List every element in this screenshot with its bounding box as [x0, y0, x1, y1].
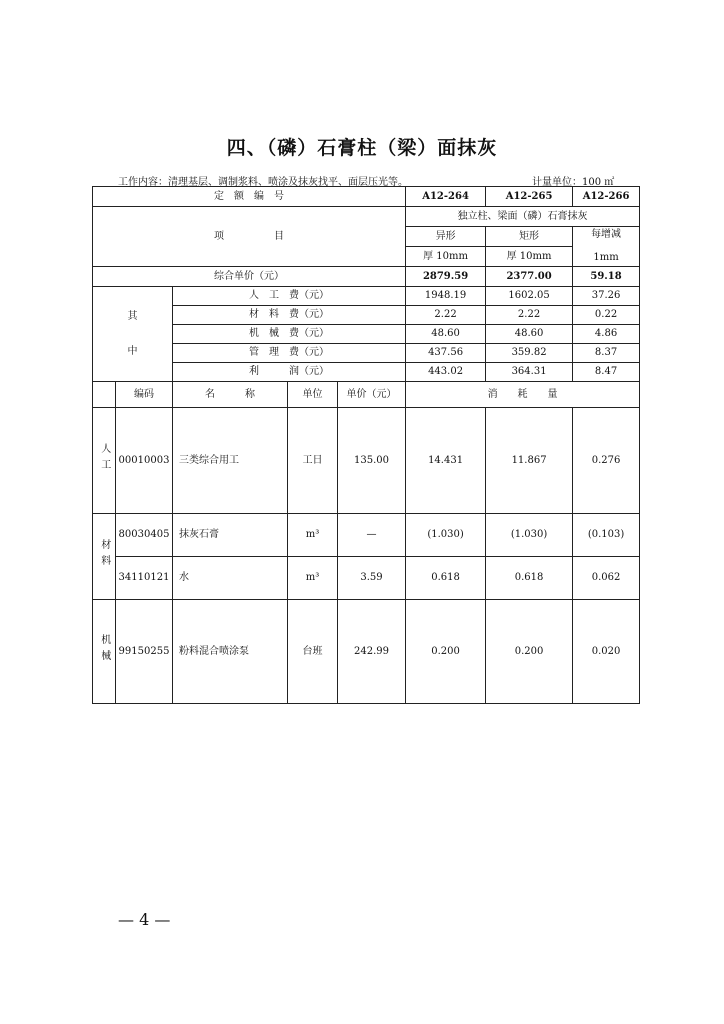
breakdown-char: 其 — [127, 310, 138, 322]
item-code: 34110121 — [116, 557, 173, 600]
item-value: (1.030) — [406, 514, 486, 557]
item-name: 水 — [173, 557, 288, 600]
col-header-unit: 单位 — [288, 382, 338, 408]
sub-header-cell: 厚 10mm — [406, 247, 486, 267]
col-header-price: 单价（元） — [338, 382, 406, 408]
breakdown-label: 材 料 费（元） — [173, 306, 406, 325]
material-row — [93, 557, 640, 600]
resource-header-row — [93, 382, 640, 408]
breakdown-value: 2.22 — [486, 306, 573, 325]
item-value: (1.030) — [486, 514, 573, 557]
unit-price-row — [93, 267, 640, 287]
labor-group-label: 人工 — [98, 442, 110, 475]
breakdown-row — [93, 325, 640, 344]
code-label: 定 额 编 号 — [93, 187, 406, 207]
breakdown-value: 1602.05 — [486, 287, 573, 306]
unit-price-value: 2377.00 — [486, 267, 573, 287]
item-value: 0.020 — [573, 600, 640, 704]
material-row — [93, 514, 640, 557]
group-title: 独立柱、梁面（磷）石膏抹灰 — [406, 207, 640, 227]
item-value: 0.618 — [486, 557, 573, 600]
item-unit: m³ — [288, 557, 338, 600]
col-header-name: 名 称 — [173, 382, 288, 408]
labor-row — [93, 408, 640, 514]
item-value: 0.062 — [573, 557, 640, 600]
item-code: 80030405 — [116, 514, 173, 557]
item-unit: 工日 — [288, 408, 338, 514]
breakdown-value: 4.86 — [573, 325, 640, 344]
item-code: 00010003 — [116, 408, 173, 514]
material-group-label: 材料 — [98, 538, 110, 571]
breakdown-value: 37.26 — [573, 287, 640, 306]
breakdown-row — [93, 306, 640, 325]
unit-price-value: 2879.59 — [406, 267, 486, 287]
item-header-row — [93, 207, 640, 227]
item-price: 135.00 — [338, 408, 406, 514]
material-group — [93, 514, 116, 600]
unit-price-value: 59.18 — [573, 267, 640, 287]
item-name: 粉料混合喷涂泵 — [173, 600, 288, 704]
page-title: 四、（磷）石膏柱（梁）面抹灰 — [226, 137, 498, 159]
sub-header-cell: 厚 10mm — [486, 247, 573, 267]
item-value: 14.431 — [406, 408, 486, 514]
sub-header-cell — [573, 227, 640, 267]
quota-table — [92, 186, 640, 704]
breakdown-value: 364.31 — [486, 363, 573, 382]
machinery-group-label: 机械 — [98, 633, 110, 666]
item-price: — — [338, 514, 406, 557]
item-label: 项 目 — [93, 207, 406, 267]
page-number: — 4 — — [118, 910, 171, 929]
breakdown-value: 2.22 — [406, 306, 486, 325]
sub-header-bottom: 1mm — [593, 252, 619, 264]
breakdown-value: 0.22 — [573, 306, 640, 325]
breakdown-row — [93, 287, 640, 306]
code-cell: A12-265 — [486, 187, 573, 207]
unit-price-label: 综合单价（元） — [93, 267, 406, 287]
measurement-unit: 计量单位：100 ㎡ — [532, 177, 615, 188]
code-cell: A12-266 — [573, 187, 640, 207]
item-value: 0.200 — [406, 600, 486, 704]
item-value: 0.276 — [573, 408, 640, 514]
breakdown-label: 管 理 费（元） — [173, 344, 406, 363]
item-value: 11.867 — [486, 408, 573, 514]
breakdown-char: 中 — [127, 346, 138, 357]
code-cell: A12-264 — [406, 187, 486, 207]
sub-header-cell: 矩形 — [486, 227, 573, 247]
breakdown-label: 利 润（元） — [173, 363, 406, 382]
breakdown-label: 机 械 费（元） — [173, 325, 406, 344]
machinery-group — [93, 600, 116, 704]
item-name: 三类综合用工 — [173, 408, 288, 514]
breakdown-value: 8.47 — [573, 363, 640, 382]
item-code: 99150255 — [116, 600, 173, 704]
breakdown-value: 1948.19 — [406, 287, 486, 306]
item-value: (0.103) — [573, 514, 640, 557]
breakdown-group — [93, 287, 173, 382]
item-price: 3.59 — [338, 557, 406, 600]
breakdown-label: 人 工 费（元） — [173, 287, 406, 306]
breakdown-value: 359.82 — [486, 344, 573, 363]
breakdown-value: 437.56 — [406, 344, 486, 363]
breakdown-value: 443.02 — [406, 363, 486, 382]
code-row — [93, 187, 640, 207]
item-price: 242.99 — [338, 600, 406, 704]
item-unit: 台班 — [288, 600, 338, 704]
breakdown-row — [93, 344, 640, 363]
item-unit: m³ — [288, 514, 338, 557]
item-name: 抹灰石膏 — [173, 514, 288, 557]
breakdown-row — [93, 363, 640, 382]
item-value: 0.200 — [486, 600, 573, 704]
breakdown-value: 48.60 — [406, 325, 486, 344]
item-value: 0.618 — [406, 557, 486, 600]
work-content: 工作内容：清理基层、调制浆料、喷涂及抹灰找平、面层压光等。 — [118, 177, 408, 188]
col-header-code: 编码 — [116, 382, 173, 408]
breakdown-value: 8.37 — [573, 344, 640, 363]
machinery-row — [93, 600, 640, 704]
sub-header-top: 每增减 — [591, 229, 622, 241]
sub-header-cell: 异形 — [406, 227, 486, 247]
labor-group — [93, 408, 116, 514]
col-header-consumption: 消 耗 量 — [406, 382, 640, 408]
breakdown-value: 48.60 — [486, 325, 573, 344]
